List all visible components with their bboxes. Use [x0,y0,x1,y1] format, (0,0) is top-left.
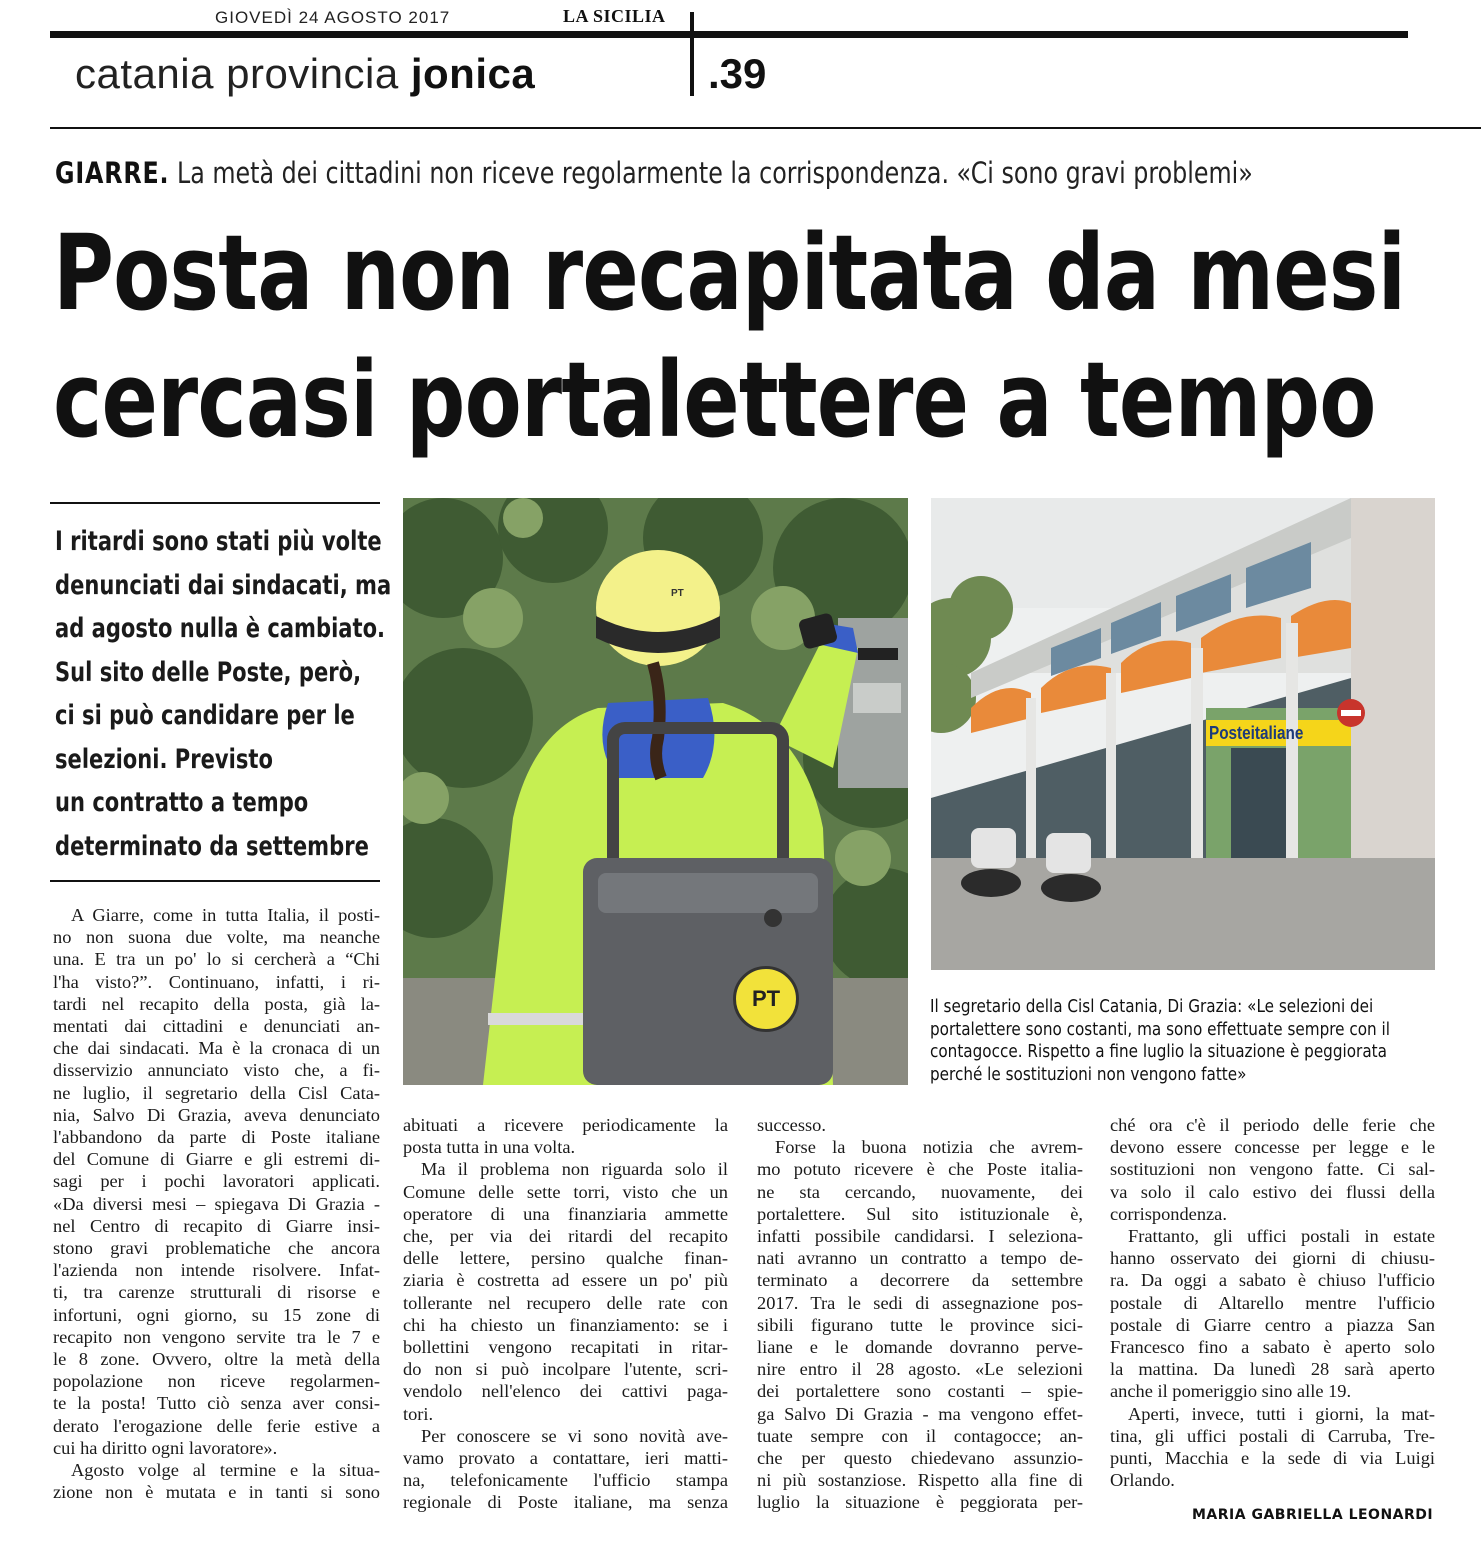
summary-rule-top [50,502,380,504]
body-line: A Giarre, come in tutta Italia, il posti- [71,905,380,925]
newspaper-name: LA SICILIA [563,6,666,26]
masthead-divider [690,12,694,96]
helmet-badge: PT [671,588,684,599]
masthead-rule [50,31,1408,38]
body-line: nati avranno un contratto a tempo de- [757,1248,1083,1269]
body-line: na, telefonicamente l'ufficio stampa [403,1470,728,1491]
photo-post-office [931,498,1435,970]
author-byline: MARIA GABRIELLA LEONARDI [1192,1507,1434,1523]
summary-line: denunciati dai sindacati, ma [55,569,392,601]
body-line: ti, tra carenze strutturali di risorse e [53,1282,380,1303]
section-title-light: catania provincia [75,50,399,97]
body-line: del Comune di Giarre e gli estremi di- [53,1149,380,1170]
pt-logo-text: PT [751,986,781,1011]
body-line: Orlando. [1110,1470,1175,1491]
body-line: sibili figurano tutte le province sici- [757,1314,1083,1335]
headline-line: cercasi portalettere a tempo [53,339,1376,461]
body-line: l'azienda non intende risolvere. Infat- [53,1260,380,1281]
body-line: una. E tra un po' lo si cercherà a “Chi [53,949,380,970]
body-line: mo potuto ricevere è che Poste italia- [757,1159,1083,1180]
section-title [75,50,535,98]
body-line: derato l'erogazione delle ferie estive a [53,1415,380,1436]
kicker-place: GIARRE. [55,156,170,190]
body-line: abituati a ricevere periodicamente la [403,1115,728,1135]
body-line: sagi per i pochi lavoratori applicati. [53,1171,380,1192]
body-line: Comune delle sette torri, visto che un [403,1181,728,1202]
body-line: che, per via dei ritardi del recapito [403,1226,728,1247]
section-title-bold: jonica [410,50,536,97]
post-office-sign: Posteitaliane [1209,723,1304,743]
article-summary [55,520,392,868]
summary-line: Sul sito delle Poste, però, [55,656,362,688]
body-line: le 8 zone. Ovvero, oltre la metà della [53,1349,380,1370]
body-line: successo. [757,1115,826,1135]
body-line: operatore di una finanziaria ammette [403,1203,728,1224]
body-line: tollerante nel recupero delle rate con [403,1292,728,1313]
body-line: ra. Da oggi a sabato è chiuso l'ufficio [1110,1270,1435,1291]
body-line: punti, Macchia e la sede di via Luigi [1110,1448,1435,1469]
body-line: zione non è mutata e in tanti si sono [53,1482,380,1503]
body-line: tardi nel recapito della posta, già la- [53,993,380,1014]
body-line: Aperti, invece, tutti i giorni, la mat- [1128,1403,1435,1424]
body-line: no non suona due volte, ma neanche [53,927,380,948]
body-line: ne sta cercando, nuovamente, dei [757,1181,1083,1202]
body-line: regionale di Poste italiane, ma senza [403,1492,728,1513]
body-line: Per conoscere se vi sono novità ave- [421,1425,728,1446]
caption-line: portalettere sono costanti, ma sono effettuate sempre con il [930,1019,1390,1040]
body-line: ziaria è costretta ad essere un po' più [403,1270,728,1291]
body-column-3 [757,1114,1083,1514]
caption-line: Il segretario della Cisl Catania, Di Grazia: «Le selezioni dei [930,997,1374,1017]
caption-line: perché le sostituzioni non vengono fatte» [930,1064,1247,1085]
summary-line: determinato da settembre [55,830,369,862]
body-line: do non si può incolpare l'utente, scri- [403,1359,728,1380]
summary-line: ci si può candidare per le [55,700,355,731]
body-line: «Da diversi mesi – spiegava Di Grazia - [53,1193,380,1214]
body-line: nire entro il 28 agosto. «Le selezioni [757,1359,1083,1380]
section-rule [50,127,1481,129]
body-line: bollettini vengono recapitati in ritar- [403,1337,728,1358]
body-line: vendolo nell'elenco dei cattivi paga- [403,1381,728,1402]
photo-caption [930,996,1390,1086]
body-line: cui ha diritto ogni lavoratore». [53,1437,278,1458]
body-line: tuate sempre con il contagocce; an- [757,1425,1083,1446]
body-line: ché ora c'è il periodo delle ferie che [1110,1115,1435,1135]
body-line: Forse la buona notizia che avrem- [775,1137,1083,1158]
article-headline [53,210,1405,464]
body-line: corrispondenza. [1110,1203,1227,1224]
body-line: disservizio annunciato visto che, a fi- [53,1060,380,1081]
body-column-1 [53,904,380,1503]
body-line: postale di Giarre centro a piazza San [1110,1314,1435,1335]
body-column-2 [403,1114,728,1514]
body-line: devono essere concesse per legge e le [1110,1137,1435,1158]
body-line: dei portalettere sono costanti – spie- [757,1381,1083,1402]
body-line: postale di Altarello mentre l'ufficio [1110,1292,1435,1313]
body-line: l'abbandono da parte di Poste italiane [53,1127,380,1148]
caption-line: contagocce. Rispetto a fine luglio la situazione è peggiorata [930,1042,1387,1062]
body-line: vamo provato a contattare, ieri matti- [403,1448,728,1469]
kicker-text: La metà dei cittadini non riceve regolarmente la corrispondenza. «Ci sono gravi problemi» [176,156,1253,190]
body-line: Francesco fino a sabato è aperto solo [1110,1337,1435,1358]
summary-line: ad agosto nulla è cambiato. [55,613,386,644]
body-line: infatti possibile candidarsi. I seleziona- [757,1226,1083,1247]
body-line: Agosto volge al termine e la situa- [71,1460,380,1481]
body-line: chi ha chiesto un finanziamento: se i [403,1314,728,1335]
body-line: Ma il problema non riguarda solo il [421,1159,728,1180]
body-line: tina, gli uffici postali di Carruba, Tre- [1110,1425,1435,1446]
body-line: infortuni, ogni giorno, su 15 zone di [53,1304,380,1325]
body-line: sostituzioni non vengono fatte. Ci sal- [1110,1159,1435,1180]
summary-line: I ritardi sono stati più volte [55,526,382,557]
body-line: posta tutta in una volta. [403,1137,576,1158]
body-line: recapito non vengono servite tra le 7 e [53,1326,380,1347]
body-line: anche il pomeriggio sino alle 19. [1110,1381,1352,1402]
photo-postwoman [403,498,908,1085]
pt-logo [733,966,799,1032]
body-line: delle lettere, persino qualche finan- [403,1248,728,1269]
body-line: ga Salvo Di Grazia - ma vengono effet- [757,1403,1083,1424]
body-line: la mattina. Da lunedì 28 sarà aperto [1110,1359,1435,1380]
body-line: che per questo chiedevano assunzio- [757,1448,1083,1469]
body-line: popolazione non riceve regolarmen- [53,1371,380,1392]
body-line: l'ha visto?”. Continuano, infatti, i ri- [53,971,380,992]
body-line: te la posta! Tutto ciò senza aver consi- [53,1393,380,1414]
body-line: hanno osservato dei giorni di chiusu- [1110,1248,1435,1269]
issue-date: GIOVEDÌ 24 AGOSTO 2017 [215,8,451,27]
body-line: terminato a decorrere da settembre [757,1270,1083,1291]
body-line: liane e le domande dovranno perve- [757,1337,1083,1358]
body-line: portalettere. Sul sito istituzionale è, [757,1203,1083,1224]
body-column-4 [1110,1114,1435,1491]
page-number: .39 [708,50,767,97]
body-line: nel Centro di recapito di Giarre insi- [53,1215,380,1236]
body-line: tori. [403,1403,434,1424]
body-line: 2017. Tra le sedi di assegnazione pos- [757,1292,1083,1313]
body-line: Frattanto, gli uffici postali in estate [1128,1226,1435,1247]
summary-line: un contratto a tempo [55,787,309,818]
body-line: nia, Salvo Di Grazia, aveva denunciato [53,1104,380,1125]
headline-line: Posta non recapitata da mesi [53,212,1406,334]
body-line: mentati dai cittadini e denunciati an- [53,1016,380,1037]
body-line: ne luglio, il segretario della Cisl Cata- [53,1082,380,1103]
body-line: ni più sostanziose. Rispetto alla fine di [757,1470,1083,1491]
body-line: va solo il calo estivo dei flussi della [1110,1181,1435,1202]
body-line: che dai sindacati. Ma è la cronaca di un [53,1038,380,1059]
body-line: stono gravi problematiche che ancora [53,1238,380,1259]
body-line: luglio la situazione è peggiorata per- [757,1492,1083,1513]
summary-rule-bottom [50,880,380,882]
article-kicker [55,156,1253,190]
summary-line: selezioni. Previsto [55,743,273,775]
